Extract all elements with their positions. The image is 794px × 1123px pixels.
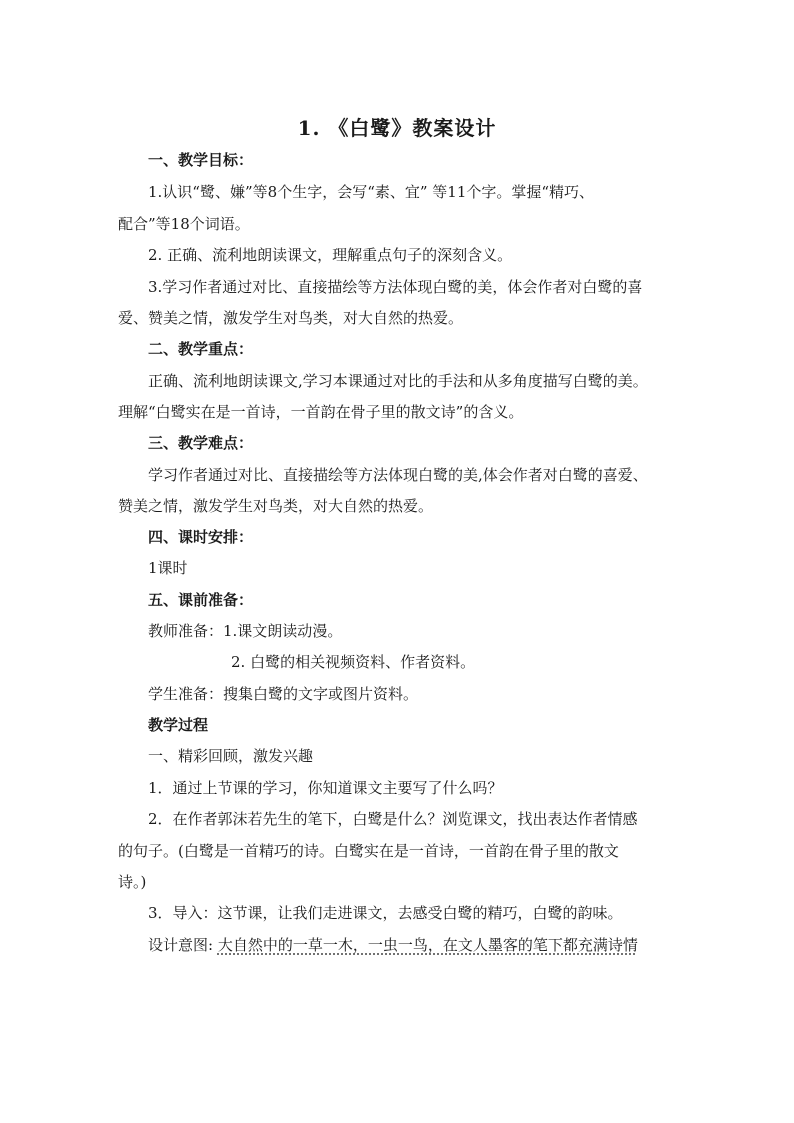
process-question-3: 3．导入：这节课，让我们走进课文，去感受白鹭的精巧，白鹭的韵味。 xyxy=(148,904,623,922)
goal-line-3: 3.学习作者通过对比、直接描绘等方法体现白鹭的美，体会作者对白鹭的喜 xyxy=(148,278,643,296)
document-title: 1. 《白鹭》教案设计 xyxy=(297,116,497,140)
goal-line-1-cont: 配合”等18个词语。 xyxy=(118,215,250,233)
design-intent xyxy=(148,935,638,955)
prep-teacher-1: 教师准备：1.课文朗读动漫。 xyxy=(148,622,343,640)
goal-line-1: 1.认识“鹭、嫌”等8个生字，会写“素、宜” 等11个字。掌握“精巧、 xyxy=(148,183,595,201)
process-question-2-end: 诗。) xyxy=(118,873,147,891)
prep-teacher-2: 2. 白鹭的相关视频资料、作者资料。 xyxy=(231,653,476,671)
key-line-2: 理解“白鹭实在是一首诗，一首韵在骨子里的散文诗”的含义。 xyxy=(118,403,524,421)
difficulty-line-1: 学习作者通过对比、直接描绘等方法体现白鹭的美,体会作者对白鹭的喜爱、 xyxy=(148,466,648,484)
design-intent-label: 设计意图: xyxy=(148,936,218,954)
goal-line-3-cont: 爱、赞美之情，激发学生对鸟类，对大自然的热爱。 xyxy=(118,309,464,327)
section-heading-difficulty: 三、教学难点： xyxy=(148,434,254,452)
key-line-1: 正确、流利地朗读课文,学习本课通过对比的手法和从多角度描写白鹭的美。 xyxy=(148,372,648,390)
section-heading-process: 教学过程 xyxy=(148,716,209,734)
section-heading-goals: 一、教学目标： xyxy=(148,151,254,169)
section-heading-prep: 五、课前准备： xyxy=(148,591,254,609)
prep-student: 学生准备：搜集白鹭的文字或图片资料。 xyxy=(148,685,419,703)
schedule-text: 1课时 xyxy=(148,559,188,577)
process-question-2: 2．在作者郭沫若先生的笔下，白鹭是什么？浏览课文，找出表达作者情感 xyxy=(148,810,638,828)
design-intent-text: 大自然中的一草一木，一虫一鸟，在文人墨客的笔下都充满诗情 xyxy=(217,936,638,954)
section-heading-key: 二、教学重点： xyxy=(148,340,254,358)
process-question-2-cont: 的句子。(白鹭是一首精巧的诗。白鹭实在是一首诗，一首韵在骨子里的散文 xyxy=(118,842,619,860)
section-heading-schedule: 四、课时安排： xyxy=(148,528,254,546)
process-subheading-1: 一、精彩回顾，激发兴趣 xyxy=(148,747,314,765)
goal-line-2: 2. 正确、流利地朗读课文，理解重点句子的深刻含义。 xyxy=(148,246,513,264)
process-question-1: 1．通过上节课的学习，你知道课文主要写了什么吗？ xyxy=(148,779,503,797)
difficulty-line-2: 赞美之情，激发学生对鸟类，对大自然的热爱。 xyxy=(118,497,434,515)
